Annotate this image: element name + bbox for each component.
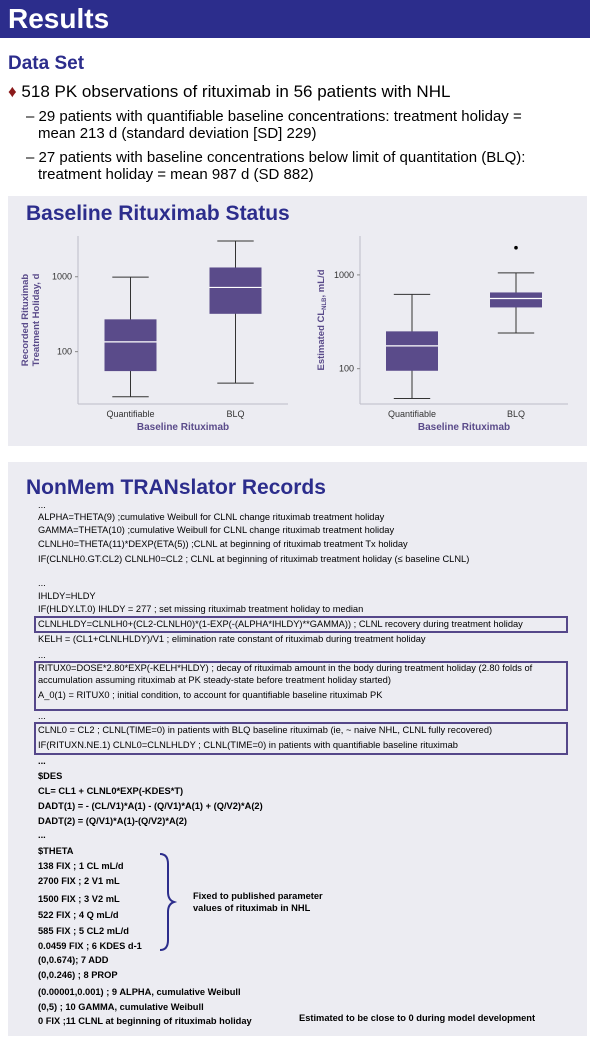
des-line: CL= CL1 + CLNL0*EXP(-KDES*T) xyxy=(38,786,184,796)
nonmem-line: IF(HLDY.LT.0) IHLDY = 277 ; set missing rituximab treatment holiday to median xyxy=(38,604,364,614)
title-bar xyxy=(0,0,590,38)
des-line: (0,0.674); 7 ADD xyxy=(38,955,109,965)
fixed-note-line1: Fixed to published parameter xyxy=(193,891,323,901)
y-axis-label xyxy=(316,269,328,370)
des-line: 585 FIX ; 5 CL2 mL/d xyxy=(38,926,129,936)
page-title: Results xyxy=(8,3,110,34)
chart-holiday xyxy=(18,228,308,443)
dataset-sub2-line2: treatment holiday = mean 987 d (SD 882) xyxy=(38,166,314,183)
dataset-main-text: 518 PK observations of rituximab in 56 patients with NHL xyxy=(21,82,451,101)
x-axis-label: Baseline Rituximab xyxy=(417,422,511,433)
nonmem-line: ... xyxy=(38,650,46,660)
dataset-heading: Data Set xyxy=(8,53,85,74)
nonmem-line: IF(CLNLH0.GT.CL2) CLNLH0=CL2 ; CLNL at beginning of rituximab treatment holiday (≤ baseline CLNL) xyxy=(38,554,470,564)
brace-icon xyxy=(158,852,178,952)
des-line: DADT(2) = (Q/V1)*A(1)-(Q/V2)*A(2) xyxy=(38,816,188,826)
box-blq xyxy=(210,267,262,313)
baseline-heading: Baseline Rituximab Status xyxy=(26,202,290,225)
fixed-note-line2: values of rituximab in NHL xyxy=(193,903,311,913)
y-axis-label-line1: Recorded Rituximab xyxy=(20,273,31,367)
y-tick-label: 1000 xyxy=(333,269,354,280)
x-tick-label: BLQ xyxy=(506,409,526,419)
baseline-panel xyxy=(8,196,587,446)
y-axis-label-sub: NLB xyxy=(322,297,328,310)
y-tick-label: 100 xyxy=(338,363,354,374)
box-quantifiable xyxy=(105,319,157,371)
des-line: 522 FIX ; 4 Q mL/d xyxy=(38,910,119,920)
des-line: 0 FIX ;11 CLNL at beginning of rituximab holiday xyxy=(38,1016,252,1026)
estimated-note: Estimated to be close to 0 during model development xyxy=(299,1013,536,1023)
y-axis-label-unit: , mL/d xyxy=(316,269,327,298)
y-axis-label-main: Estimated CL xyxy=(316,309,327,371)
dataset-main-bullet xyxy=(8,82,450,102)
des-line: 2700 FIX ; 2 V1 mL xyxy=(38,876,120,886)
des-line: ... xyxy=(38,756,46,766)
des-line: 1500 FIX ; 3 V2 mL xyxy=(38,894,120,904)
y-axis-label-line2: Treatment Holiday, d xyxy=(31,273,42,367)
des-line: DADT(1) = - (CL/V1)*A(1) - (Q/V1)*A(1) + (Q/V2)*A(2) xyxy=(38,801,263,811)
des-line: ... xyxy=(38,830,46,840)
dataset-sub1-line2: mean 213 d (standard deviation [SD] 229) xyxy=(38,125,317,142)
dataset-sub2-line1: – 27 patients with baseline concentrations below limit of quantitation (BLQ): xyxy=(26,149,526,166)
x-tick-label: Quantifiable xyxy=(387,409,437,419)
des-line: (0,5) ; 10 GAMMA, cumulative Weibull xyxy=(38,1002,204,1012)
box-quantifiable xyxy=(386,331,438,370)
des-line: (0,0.246) ; 8 PROP xyxy=(38,970,118,980)
nonmem-line: KELH = (CL1+CLNLHLDY)/V1 ; elimination rate constant of rituximab during treatment holiday xyxy=(38,634,426,644)
des-line: $DES xyxy=(38,771,63,781)
nonmem-line: RITUX0=DOSE*2.80*EXP(-KELH*HLDY) ; decay of rituximab amount in the body during treatment holiday (2.80 folds of xyxy=(38,663,533,673)
x-tick-label: Quantifiable xyxy=(106,409,155,419)
nonmem-line: accumulation assuming rituximab at PK steady-state before treatment holiday started) xyxy=(38,675,391,685)
nonmem-line: CLNLH0=THETA(11)*DEXP(ETA(5)) ;CLNL at beginning of rituximab treatment Tx holiday xyxy=(38,539,408,549)
x-axis-label: Baseline Rituximab xyxy=(136,422,230,433)
nonmem-line: IF(RITUXN.NE.1) CLNL0=CLNLHLDY ; CLNL(TIME=0) in patients with quantifiable baseline rituximab xyxy=(38,740,458,750)
chart-clnlb xyxy=(300,228,585,443)
des-line: 0.0459 FIX ; 6 KDES d-1 xyxy=(38,941,142,951)
nonmem-line: ALPHA=THETA(9) ;cumulative Weibull for CLNL change rituximab treatment holiday xyxy=(38,512,385,522)
nonmem-line: GAMMA=THETA(10) ;cumulative Weibull for CLNL change rituximab treatment holiday xyxy=(38,525,395,535)
y-tick-label: 100 xyxy=(56,346,72,357)
y-tick-label: 1000 xyxy=(51,271,72,282)
nonmem-line: CLNLHLDY=CLNLH0+(CL2-CLNLH0)*(1-EXP(-(ALPHA*IHLDY)**GAMMA)) ; CLNL recovery during treatment holiday xyxy=(38,619,523,629)
diamond-bullet-icon: ♦ xyxy=(8,82,17,101)
des-line: $THETA xyxy=(38,846,74,856)
dataset-sub1-line1: – 29 patients with quantifiable baseline concentrations: treatment holiday = xyxy=(26,108,522,125)
x-tick-label: BLQ xyxy=(226,409,245,419)
des-line: 138 FIX ; 1 CL mL/d xyxy=(38,861,124,871)
nonmem-line: CLNL0 = CL2 ; CLNL(TIME=0) in patients with BLQ baseline rituximab (ie, ~ naive NHL, CLNL fully recovered) xyxy=(38,725,493,735)
nonmem-line: ... xyxy=(38,711,46,721)
des-line: (0.00001,0.001) ; 9 ALPHA, cumulative Weibull xyxy=(38,987,241,997)
nonmem-line: ... xyxy=(38,578,46,588)
box-blq xyxy=(490,292,542,307)
nonmem-line: IHLDY=HLDY xyxy=(38,591,96,601)
outlier-point xyxy=(514,246,518,250)
nonmem-line: ... xyxy=(38,500,46,510)
nonmem-heading: NonMem TRANslator Records xyxy=(26,476,326,499)
nonmem-line: A_0(1) = RITUX0 ; initial condition, to account for quantifiable baseline rituximab PK xyxy=(38,690,383,700)
